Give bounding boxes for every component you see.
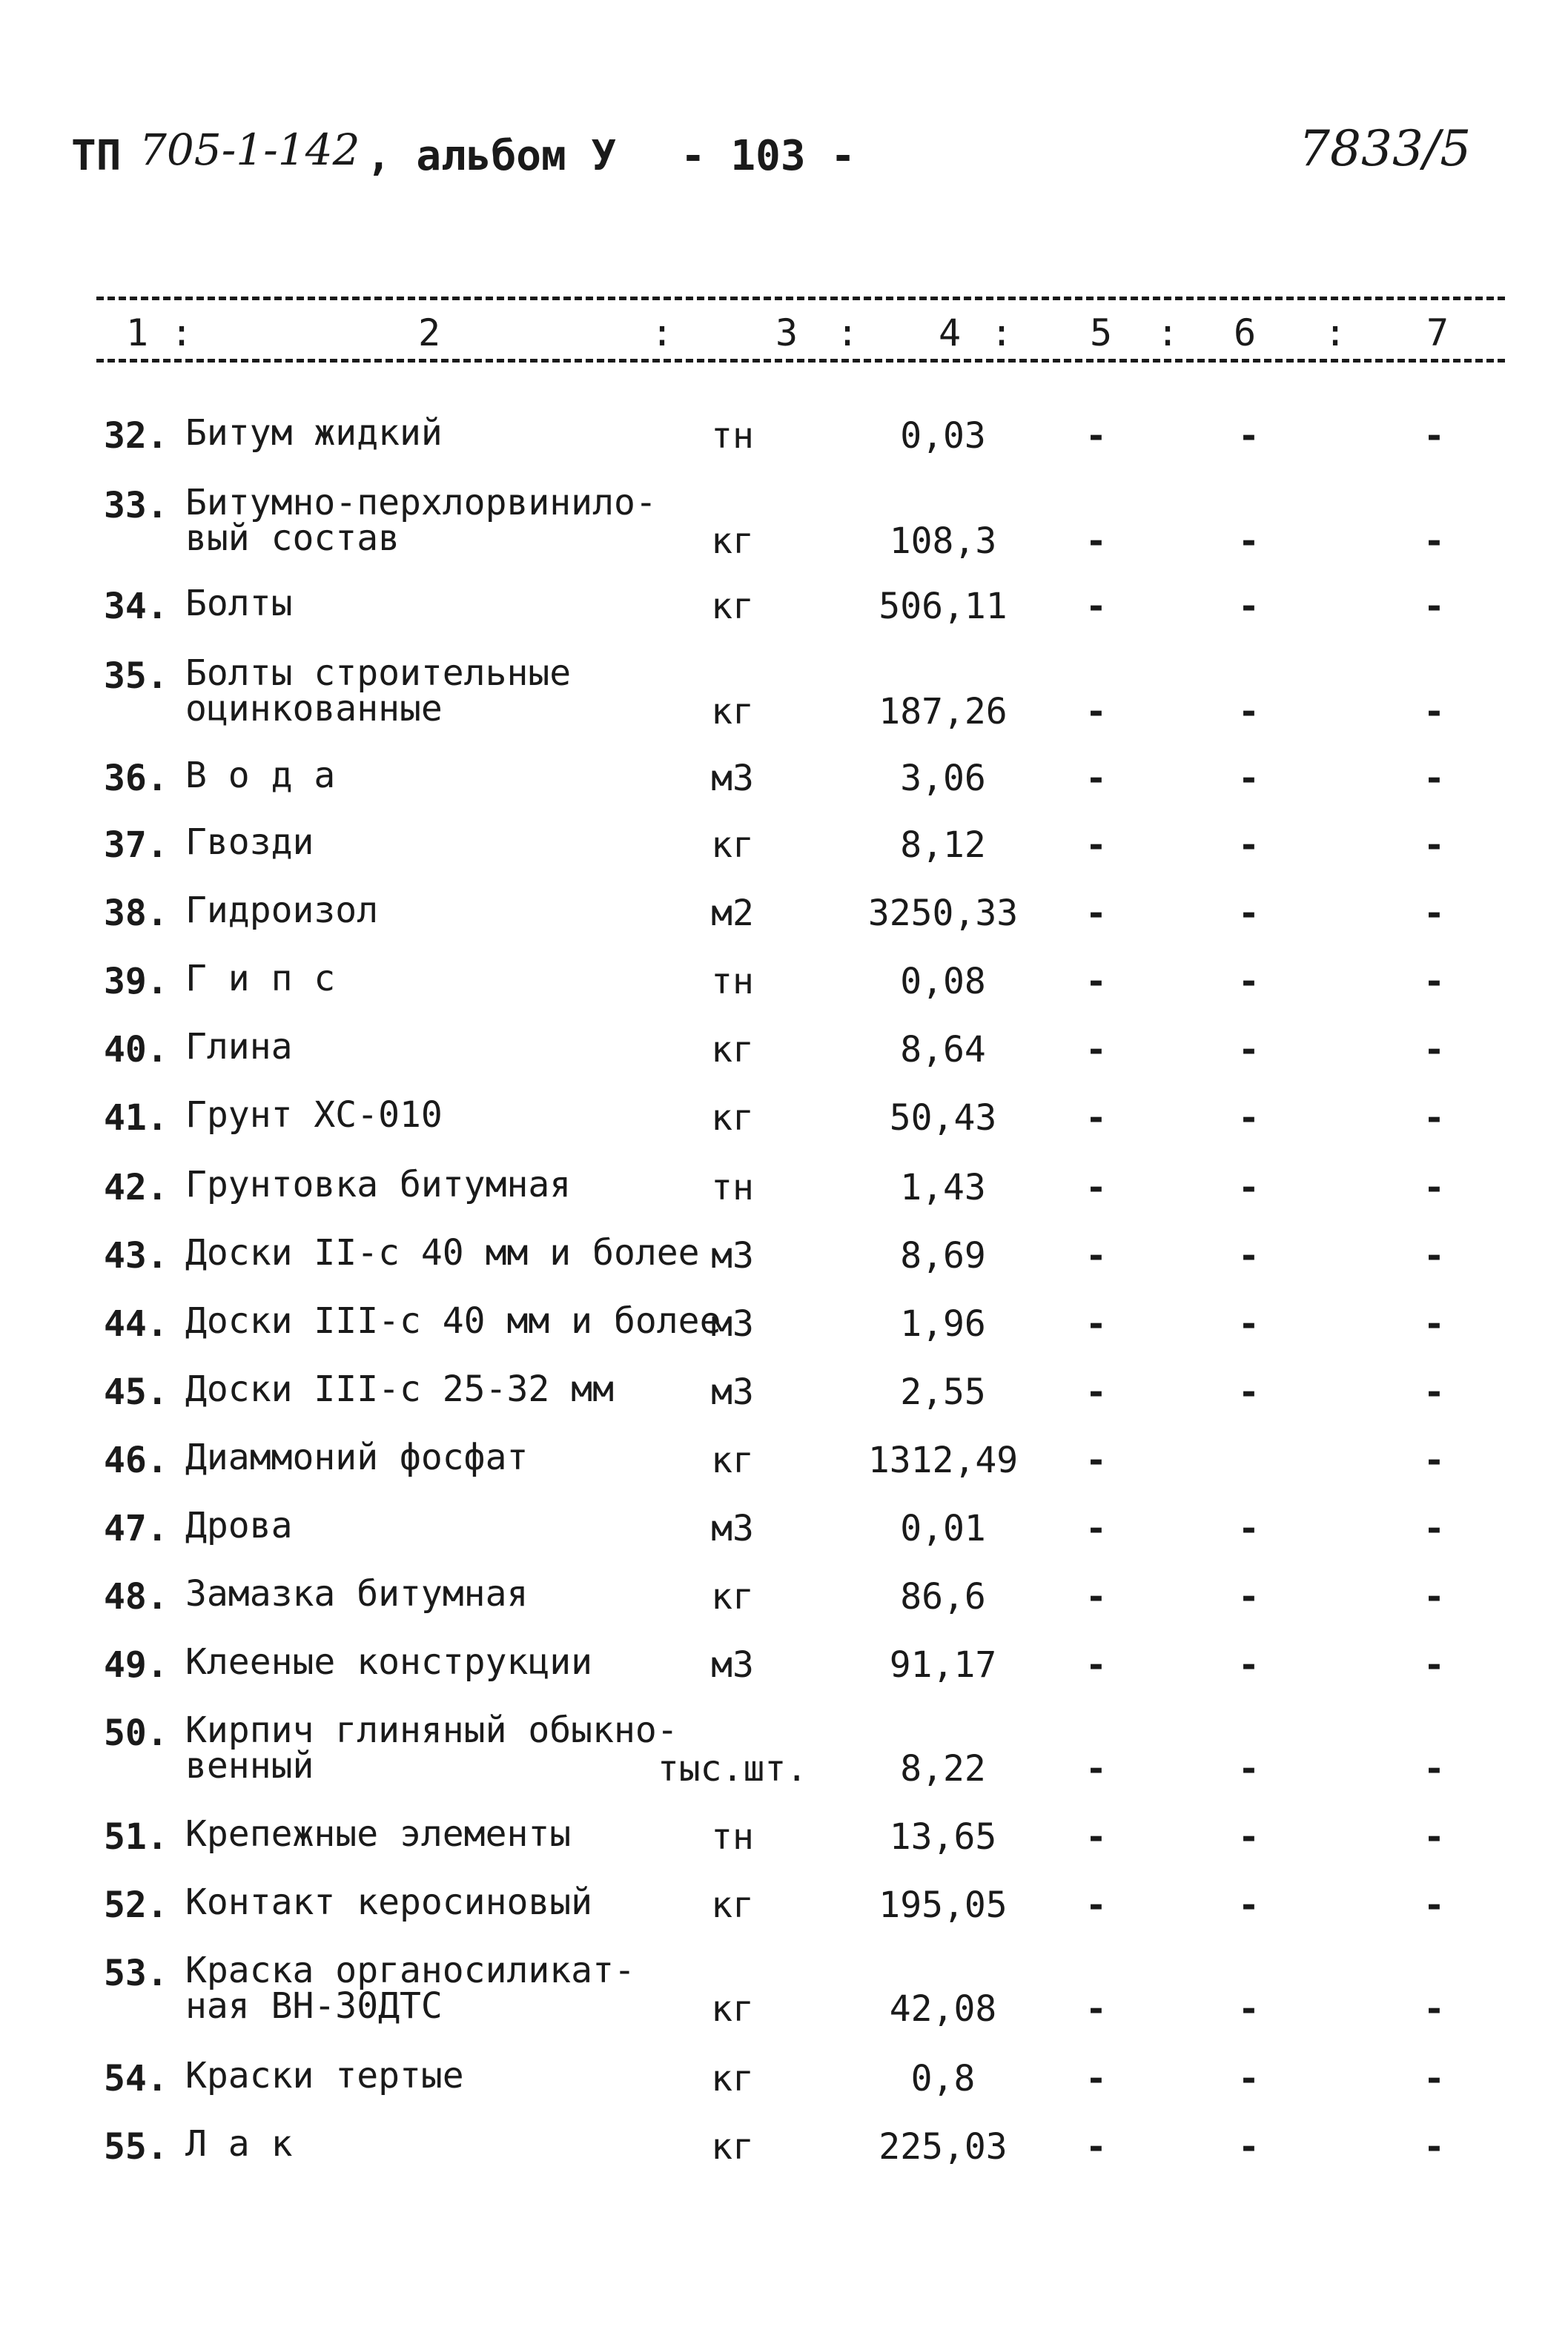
column-6-value: - xyxy=(1238,2126,1260,2168)
table-row: 40. Глина кг 8,64 - - - xyxy=(104,1026,1445,1070)
material-name: Кирпич глиняный обыкно- венный xyxy=(185,1710,678,1787)
table-row: 52. Контакт керосиновый кг 195,05 - - - xyxy=(104,1881,1445,1926)
column-7-value: - xyxy=(1423,1371,1445,1413)
column-7-value: - xyxy=(1423,1748,1445,1790)
quantity: 8,12 xyxy=(900,824,986,866)
material-name: Краски тертые xyxy=(185,2055,464,2096)
column-7-value: - xyxy=(1423,2126,1445,2168)
table-row: 55. Л а к кг 225,03 - - - xyxy=(104,2123,1445,2168)
quantity: 2,55 xyxy=(900,1371,986,1413)
column-7-value: - xyxy=(1423,1440,1445,1481)
quantity: 108,3 xyxy=(889,520,997,562)
column-6-value: - xyxy=(1238,1508,1260,1549)
row-number: 32. xyxy=(104,415,168,457)
material-name: Гидроизол xyxy=(185,890,379,931)
column-header-3: 3 xyxy=(775,311,798,354)
row-number: 42. xyxy=(104,1167,168,1208)
column-5-value: - xyxy=(1085,1167,1107,1208)
column-5-value: - xyxy=(1085,1884,1107,1926)
table-row: 39. Г и п с тн 0,08 - - - xyxy=(104,958,1445,1002)
table-row: 41. Грунт ХС-010 кг 50,43 - - - xyxy=(104,1094,1445,1139)
table-row: 37. Гвозди кг 8,12 - - - xyxy=(104,821,1445,866)
album-label: , альбом У xyxy=(366,132,617,180)
column-7-value: - xyxy=(1423,1644,1445,1686)
material-name: Клееные конструкции xyxy=(185,1641,593,1683)
column-header-7: 7 xyxy=(1426,311,1449,354)
quantity: 225,03 xyxy=(879,2126,1008,2168)
column-5-value: - xyxy=(1085,1371,1107,1413)
column-7-value: - xyxy=(1423,2058,1445,2099)
column-6-value: - xyxy=(1238,1748,1260,1790)
row-number: 38. xyxy=(104,893,168,934)
row-number: 33. xyxy=(104,485,168,526)
material-name: Замазка битумная xyxy=(185,1573,529,1615)
row-number: 46. xyxy=(104,1440,168,1481)
table-row: 34. Болты кг 506,11 - - - xyxy=(104,583,1445,627)
column-6-value: - xyxy=(1238,520,1260,562)
table-header-top-rule xyxy=(96,297,1505,300)
material-name: Контакт керосиновый xyxy=(185,1881,593,1923)
table-row: 47. Дрова м3 0,01 - - - xyxy=(104,1505,1445,1549)
column-5-value: - xyxy=(1085,824,1107,866)
quantity: 0,01 xyxy=(900,1508,986,1549)
column-7-value: - xyxy=(1423,691,1445,732)
column-5-value: - xyxy=(1085,1576,1107,1618)
quantity: 0,03 xyxy=(900,415,986,457)
quantity: 91,17 xyxy=(889,1644,997,1686)
column-6-value: - xyxy=(1238,1029,1260,1070)
material-name: Крепежные элементы xyxy=(185,1813,572,1855)
column-separator: : xyxy=(836,311,859,354)
column-5-value: - xyxy=(1085,1303,1107,1345)
material-name: Битумно-перхлорвинило- вый состав xyxy=(185,482,657,559)
column-5-value: - xyxy=(1085,1440,1107,1481)
table-row: 42. Грунтовка битумная тн 1,43 - - - xyxy=(104,1164,1445,1208)
column-5-value: - xyxy=(1085,1748,1107,1790)
table-row: 38. Гидроизол м2 3250,33 - - - xyxy=(104,890,1445,934)
quantity: 3,06 xyxy=(900,758,986,799)
column-6-value: - xyxy=(1238,1884,1260,1926)
material-name: Дрова xyxy=(185,1505,293,1546)
column-7-value: - xyxy=(1423,758,1445,799)
column-6-value: - xyxy=(1238,1988,1260,2030)
row-number: 34. xyxy=(104,586,168,627)
table-row: 46. Диаммоний фосфат кг 1312,49 - - xyxy=(104,1437,1445,1481)
material-name: В о д а xyxy=(185,755,336,796)
column-5-value: - xyxy=(1085,1235,1107,1277)
column-5-value: - xyxy=(1085,758,1107,799)
column-6-value: - xyxy=(1238,1644,1260,1686)
column-5-value: - xyxy=(1085,1644,1107,1686)
column-header-1: 1 xyxy=(126,311,149,354)
column-6-value: - xyxy=(1238,961,1260,1002)
column-5-value: - xyxy=(1085,1988,1107,2030)
column-6-value: - xyxy=(1238,758,1260,799)
column-separator: : xyxy=(651,311,674,354)
table-row: 36. В о д а м3 3,06 - - - xyxy=(104,755,1445,799)
quantity: 1,43 xyxy=(900,1167,986,1208)
quantity: 42,08 xyxy=(889,1988,997,2030)
quantity: 8,69 xyxy=(900,1235,986,1277)
table-row: 45. Доски III-с 25-32 мм м3 2,55 - - - xyxy=(104,1368,1445,1413)
column-header-2: 2 xyxy=(418,311,441,354)
column-5-value: - xyxy=(1085,2126,1107,2168)
row-number: 50. xyxy=(104,1712,168,1754)
quantity: 50,43 xyxy=(889,1097,997,1139)
column-7-value: - xyxy=(1423,1884,1445,1926)
quantity: 86,6 xyxy=(900,1576,986,1618)
column-separator: : xyxy=(171,311,193,354)
row-number: 39. xyxy=(104,961,168,1002)
column-7-value: - xyxy=(1423,520,1445,562)
table-row: 54. Краски тертые кг 0,8 - - - xyxy=(104,2055,1445,2099)
material-name: Болты строительные оцинкованные xyxy=(185,652,572,729)
table-row: 51. Крепежные элементы тн 13,65 - - - xyxy=(104,1813,1445,1858)
column-7-value: - xyxy=(1423,893,1445,934)
table-row: 48. Замазка битумная кг 86,6 - - - xyxy=(104,1573,1445,1618)
quantity: 0,8 xyxy=(910,2058,976,2099)
column-6-value: - xyxy=(1238,586,1260,627)
material-name: Битум жидкий xyxy=(185,412,443,454)
row-number: 41. xyxy=(104,1097,168,1139)
quantity: 13,65 xyxy=(889,1816,997,1858)
table-row: 53. Краска органосиликат- ная ВН-30ДТС кг 42,08 - - - xyxy=(104,1950,1445,2030)
column-separator: : xyxy=(990,311,1013,354)
column-6-value: - xyxy=(1238,1816,1260,1858)
column-6-value: - xyxy=(1238,691,1260,732)
column-5-value: - xyxy=(1085,1816,1107,1858)
row-number: 48. xyxy=(104,1576,168,1618)
row-number: 43. xyxy=(104,1235,168,1277)
row-number: 40. xyxy=(104,1029,168,1070)
material-name: Гвозди xyxy=(185,821,314,863)
row-number: 52. xyxy=(104,1884,168,1926)
column-5-value: - xyxy=(1085,520,1107,562)
column-7-value: - xyxy=(1423,586,1445,627)
material-name: Грунтовка битумная xyxy=(185,1164,572,1205)
material-name: Г и п с xyxy=(185,958,336,999)
quantity: 8,64 xyxy=(900,1029,986,1070)
column-7-value: - xyxy=(1423,1576,1445,1618)
quantity: 195,05 xyxy=(879,1884,1008,1926)
column-6-value: - xyxy=(1238,893,1260,934)
material-name: Доски II-с 40 мм и более xyxy=(185,1232,700,1274)
column-header-6: 6 xyxy=(1234,311,1257,354)
column-5-value: - xyxy=(1085,961,1107,1002)
material-name: Доски III-с 40 мм и более xyxy=(185,1300,721,1342)
column-7-value: - xyxy=(1423,1029,1445,1070)
column-7-value: - xyxy=(1423,1988,1445,2030)
column-6-value: - xyxy=(1238,415,1260,457)
table-row: 33. Битумно-перхлорвинило- вый состав кг 108,3 - - - xyxy=(104,482,1445,562)
quantity: 506,11 xyxy=(879,586,1008,627)
material-name: Доски III-с 25-32 мм xyxy=(185,1368,614,1410)
material-name: Болты xyxy=(185,583,293,624)
column-7-value: - xyxy=(1423,961,1445,1002)
material-name: Краска органосиликат- ная ВН-30ДТС xyxy=(185,1950,635,2027)
column-6-value: - xyxy=(1238,1576,1260,1618)
column-5-value: - xyxy=(1085,586,1107,627)
row-number: 47. xyxy=(104,1508,168,1549)
column-header-5: 5 xyxy=(1090,311,1113,354)
column-7-value: - xyxy=(1423,1816,1445,1858)
quantity: 1312,49 xyxy=(867,1440,1019,1481)
table-row: 43. Доски II-с 40 мм и более м3 8,69 - - - xyxy=(104,1232,1445,1277)
column-7-value: - xyxy=(1423,824,1445,866)
column-5-value: - xyxy=(1085,415,1107,457)
row-number: 53. xyxy=(104,1953,168,1994)
column-separator: : xyxy=(1157,311,1180,354)
table-row: 35. Болты строительные оцинкованные кг 187,26 - - - xyxy=(104,652,1445,732)
table-header-bottom-rule xyxy=(96,359,1505,363)
column-6-value: - xyxy=(1238,824,1260,866)
quantity: 0,08 xyxy=(900,961,986,1002)
row-number: 51. xyxy=(104,1816,168,1858)
material-name: Грунт ХС-010 xyxy=(185,1094,443,1136)
table-row: 49. Клееные конструкции м3 91,17 - - - xyxy=(104,1641,1445,1686)
column-7-value: - xyxy=(1423,1097,1445,1139)
column-5-value: - xyxy=(1085,1029,1107,1070)
column-6-value: - xyxy=(1238,2058,1260,2099)
material-name: Диаммоний фосфат xyxy=(185,1437,529,1478)
column-6-value: - xyxy=(1238,1097,1260,1139)
column-5-value: - xyxy=(1085,2058,1107,2099)
column-6-value: - xyxy=(1238,1167,1260,1208)
column-5-value: - xyxy=(1085,893,1107,934)
column-6-value: - xyxy=(1238,1371,1260,1413)
column-5-value: - xyxy=(1085,1097,1107,1139)
quantity: 1,96 xyxy=(900,1303,986,1345)
page-number: - 103 - xyxy=(681,132,856,180)
row-number: 35. xyxy=(104,655,168,697)
table-row: 32. Битум жидкий тн 0,03 - - - xyxy=(104,412,1445,457)
document-code-prefix: ТП xyxy=(71,132,122,180)
column-separator: : xyxy=(1324,311,1347,354)
table-row: 44. Доски III-с 40 мм и более м3 1,96 - - - xyxy=(104,1300,1445,1345)
table-row: 50. Кирпич глиняный обыкно- венный тыс.шт. 8,22 - - - xyxy=(104,1710,1445,1790)
reference-number-handwritten: 7833/5 xyxy=(1299,120,1472,177)
row-number: 54. xyxy=(104,2058,168,2099)
row-number: 45. xyxy=(104,1371,168,1413)
row-number: 36. xyxy=(104,758,168,799)
column-6-value: - xyxy=(1238,1303,1260,1345)
material-name: Л а к xyxy=(185,2123,293,2165)
row-number: 37. xyxy=(104,824,168,866)
column-7-value: - xyxy=(1423,1235,1445,1277)
row-number: 49. xyxy=(104,1644,168,1686)
column-5-value: - xyxy=(1085,691,1107,732)
column-7-value: - xyxy=(1423,1508,1445,1549)
quantity: 3250,33 xyxy=(867,893,1019,934)
column-7-value: - xyxy=(1423,415,1445,457)
column-header-4: 4 xyxy=(939,311,962,354)
quantity: 8,22 xyxy=(900,1748,986,1790)
project-number-handwritten: 705-1-142 xyxy=(139,125,360,175)
material-name: Глина xyxy=(185,1026,293,1068)
row-number: 55. xyxy=(104,2126,168,2168)
column-6-value: - xyxy=(1238,1235,1260,1277)
column-5-value: - xyxy=(1085,1508,1107,1549)
quantity: 187,26 xyxy=(879,691,1008,732)
column-7-value: - xyxy=(1423,1167,1445,1208)
row-number: 44. xyxy=(104,1303,168,1345)
column-7-value: - xyxy=(1423,1303,1445,1345)
